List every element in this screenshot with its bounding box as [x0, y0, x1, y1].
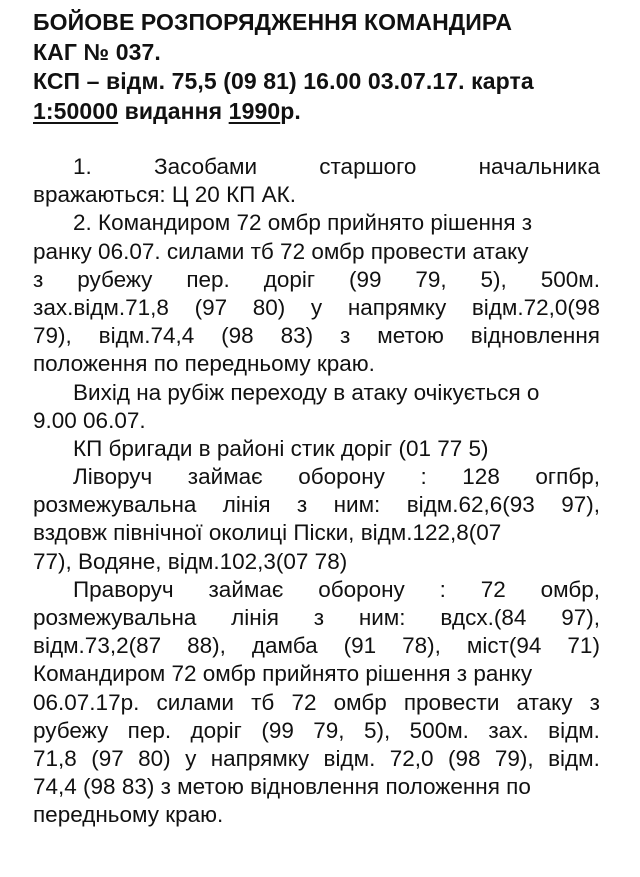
word: відм.: [548, 745, 600, 771]
paragraph-6-line-7: [33, 745, 600, 773]
word: лінія: [231, 605, 279, 630]
word: 128: [462, 464, 500, 490]
word: лінія: [222, 492, 271, 518]
word: 79,: [415, 266, 447, 292]
word: з: [340, 323, 351, 349]
paragraph-2-line-4: [33, 294, 600, 322]
word: (97: [194, 294, 228, 320]
header-location-line: КСП – відм. 75,5 (09 81) 16.00 03.07.17. карта: [33, 68, 534, 94]
paragraph-2-line-6: положення по передньому краю.: [33, 351, 375, 377]
word: у: [310, 294, 323, 320]
word: з: [296, 492, 308, 518]
word: оборону: [318, 576, 405, 602]
word: розмежувальна: [33, 605, 197, 630]
word: 72: [291, 689, 317, 715]
word: відм.74,4: [98, 323, 195, 349]
word: 80): [252, 294, 286, 320]
word: огпбр,: [535, 464, 600, 490]
document-body: [33, 153, 600, 830]
word: з: [589, 689, 600, 715]
word: відм.62,6(93: [406, 492, 535, 518]
word: у: [185, 745, 197, 771]
word: 06.07.17р.: [33, 689, 140, 715]
paragraph-4-line-1: КП бригади в районі стик доріг (01 77 5): [73, 435, 489, 461]
word: 72: [480, 576, 506, 602]
word: ним:: [333, 492, 381, 518]
word: омбр,: [540, 576, 600, 602]
word: (98: [447, 745, 481, 771]
word: 88),: [187, 633, 226, 659]
word: вдсх.(84: [440, 605, 527, 630]
word: напрямку: [210, 745, 310, 771]
word: напрямку: [347, 294, 447, 320]
word: міст(94: [466, 633, 542, 659]
word: 71,8: [33, 745, 77, 771]
word: займає: [208, 576, 284, 602]
map-year: 1990: [228, 97, 281, 124]
paragraph-1-line-2: вражаються: Ц 20 КП АК.: [33, 182, 296, 208]
paragraph-2-line-5: [33, 322, 600, 350]
word: силами: [156, 689, 234, 715]
header-order-number: КАГ № 037.: [33, 38, 161, 65]
word: 5),: [363, 717, 391, 743]
paragraph-6-line-3: [33, 632, 600, 660]
paragraph-2-line-1: 2. Командиром 72 омбр прийнято рішення з: [73, 210, 533, 236]
word: (91: [343, 633, 377, 659]
word: відм.: [323, 745, 376, 771]
word: омбр: [333, 689, 387, 715]
word: рубежу: [33, 717, 109, 743]
paragraph-6-line-5: [33, 689, 600, 717]
word: відм.: [548, 717, 600, 743]
word: оборону: [298, 464, 385, 490]
word: тб: [251, 689, 275, 715]
paragraph-6-line-8: 74,4 (98 83) з метою відновлення положення по: [33, 774, 531, 800]
word: відм.73,2(87: [33, 633, 162, 659]
word: :: [420, 464, 427, 490]
word: доріг: [190, 717, 242, 743]
word: рубежу: [77, 266, 153, 292]
word: 79,: [313, 717, 345, 743]
word: 500м.: [409, 717, 469, 743]
word: зах.: [488, 717, 529, 743]
word: ним:: [358, 605, 406, 630]
word: з: [33, 266, 44, 292]
word: дамба: [251, 633, 318, 659]
header-map-line: [33, 97, 613, 127]
word: 72,0: [389, 745, 434, 771]
word: 97),: [561, 605, 600, 630]
word: старшого: [319, 154, 417, 179]
word: атаку: [516, 689, 573, 715]
paragraph-6-line-6: [33, 717, 600, 745]
word: 97),: [561, 492, 600, 518]
word: :: [439, 576, 446, 602]
word: зах.відм.71,8: [33, 294, 169, 320]
paragraph-6-line-4: Командиром 72 омбр прийнято рішення з ранку: [33, 661, 533, 687]
word: Засобами: [153, 154, 258, 179]
header-title: БОЙОВЕ РОЗПОРЯДЖЕННЯ КОМАНДИРА: [33, 9, 513, 35]
map-edition-label: видання: [118, 97, 229, 124]
paragraph-5-line-2: [33, 491, 600, 519]
paragraph-6-line-9: передньому краю.: [33, 802, 224, 828]
paragraph-5-line-3: вздовж північної околиці Піски, відм.122,8(07: [33, 520, 502, 546]
paragraph-5-line-1: [33, 463, 600, 491]
word: 79),: [494, 745, 534, 771]
paragraph-3-line-1: Вихід на рубіж переходу в атаку очікується о: [73, 379, 540, 405]
paragraph-6-line-1: [33, 576, 600, 604]
word: пер.: [186, 266, 230, 292]
word: (97: [91, 745, 124, 771]
map-scale: 1:50000: [33, 97, 119, 124]
paragraph-6-line-2: [33, 604, 600, 632]
word: начальника: [478, 154, 600, 179]
word: 71): [567, 633, 600, 659]
word: відновлення: [470, 323, 600, 349]
word: метою: [377, 323, 444, 349]
word: (99: [348, 266, 382, 292]
word: 78),: [402, 633, 441, 659]
word: 1.: [73, 154, 92, 179]
document-header: [33, 8, 613, 126]
word: Ліворуч: [73, 464, 153, 490]
word: 500м.: [540, 266, 600, 292]
word: 79),: [33, 323, 72, 349]
word: доріг: [263, 266, 316, 292]
word: з: [313, 605, 325, 630]
map-year-suffix: р.: [280, 97, 301, 124]
word: (99: [261, 717, 294, 743]
word: пер.: [127, 717, 172, 743]
word: 80): [138, 745, 171, 771]
word: відм.72,0(98: [471, 294, 600, 320]
paragraph-5-line-4: 77), Водяне, відм.102,3(07 78): [33, 548, 348, 574]
paragraph-2-line-3: [33, 266, 600, 294]
word: займає: [187, 464, 263, 490]
word: провести: [403, 689, 500, 715]
word: 83): [280, 323, 314, 349]
word: Праворуч: [73, 576, 174, 602]
paragraph-3-line-2: 9.00 06.07.: [33, 407, 146, 433]
paragraph-2-line-2: ранку 06.07. силами тб 72 омбр провести атаку: [33, 238, 529, 264]
word: (98: [221, 323, 254, 349]
word: розмежувальна: [33, 492, 197, 518]
word: 5),: [480, 266, 507, 292]
paragraph-1-line-1: [33, 153, 600, 181]
